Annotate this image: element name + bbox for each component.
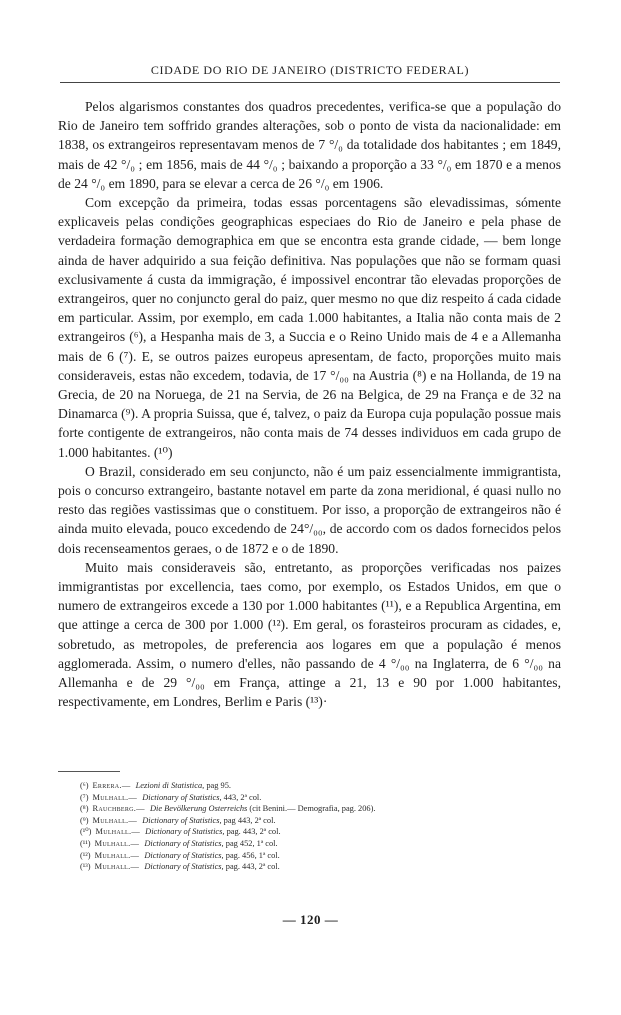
footnote-author: Mulhall.— [92, 792, 138, 802]
footnote-reference: pag 452, 1ª col. [225, 838, 278, 848]
footnote-6 [80, 780, 550, 792]
footnote-12 [80, 850, 550, 862]
footnote-author: Mulhall.— [95, 827, 141, 837]
footnote-number: (⁷) [80, 792, 89, 802]
footnote-rule [58, 771, 120, 772]
footnote-number: (⁶) [80, 781, 89, 790]
paragraph-1: Pelos algarismos constantes dos quadros precedentes, verifica-se que a população do Rio de Janeiro tem soffrido grandes alterações, sob o ponto de vista da nacionalidade: em 1838, os extrangeiros representavam menos de 7 °/₀ da totalidade dos habitantes ; em 1849, mais de 42 °/₀ ; em 1856, mais de 44 °/₀ ; baixando a proporção a 33 °/₀ em 1870 e a menos de 24 °/₀ em 1890, para se elevar a cerca de 26 °/₀ em 1906. [58, 99, 561, 191]
footnote-author: Errera.— [92, 781, 131, 790]
body-text [58, 97, 561, 712]
paragraph-2: Com excepção da primeira, todas essas porcentagens são elevadissimas, sómente explicaveis pelas condições geographicas especiaes do Rio de Janeiro e pela phase de verdadeira formação demographica em que se encontra esta grande cidade, — bem longe ainda de haver adquirido a sua feição definitiva. Nas populações que não se formam quasi exclusivamente á custa da immigração, é impossivel encontrar tão elevadas proporções de extrangeiros, quer no conjuncto geral do paiz, quer mesmo no que diz respeito á cada cidade em particular. Assim, por exemplo, em cada 1.000 habitantes, a Italia não conta mais de 2 extrangeiros (⁶), a Hespanha mais de 3, a Succia e o Reino Unido mais de 4 e a Allemanha mais de 6 (⁷). E, se outros paizes europeus apresentam, de facto, proporções muito mais consideraveis, estas não excedem, todavia, de 17 °/₀₀ na Austria (⁸) e na Hollanda, de 19 na Grecia, de 20 na Noruega, de 21 na Servia, de 26 na Belgica, de 29 na França e de 32 na Dinamarca (⁹). A propria Suissa, que é, talvez, o paiz da Europa cuja população possue mais forte contigente de extrangeiros, não conta mais de 74 desses individuos em cada grupo de 1.000 habitantes. (¹⁰) [58, 195, 561, 460]
footnote-reference: pag. 443, 2ª col. [226, 827, 281, 837]
footnote-reference: (cit Benini.— Demografia, pag. 206). [249, 804, 376, 814]
footnote-number: (¹¹) [80, 838, 91, 848]
footnote-9 [80, 815, 550, 827]
footnote-reference: pag. 456, 1ª col. [225, 850, 280, 860]
footnote-number: (¹²) [80, 850, 91, 860]
footnote-8 [80, 803, 550, 815]
footnote-author: Mulhall.— [94, 862, 140, 872]
footnote-work: Dictionary of Statistics, [145, 827, 225, 837]
footnote-number: (⁹) [80, 815, 89, 825]
footnote-work: Dictionary of Statistics, [144, 850, 224, 860]
running-head: CIDADE DO RIO DE JANEIRO (DISTRICTO FEDERAL) [150, 63, 470, 77]
footnote-number: (¹³) [80, 862, 91, 872]
footnote-reference: 443, 2ª col. [223, 792, 262, 802]
footnote-work: Dictionary of Statistics, [142, 792, 222, 802]
footnote-reference: pag. 443, 2ª col. [225, 862, 280, 872]
footnote-13 [80, 861, 550, 873]
footnote-author: Mulhall.— [92, 815, 138, 825]
footnote-author: Mulhall.— [94, 838, 140, 848]
footnote-work: Dictionary of Statistics, [144, 838, 224, 848]
footnote-work: Dictionary of Statistics, [144, 862, 224, 872]
page-number: — 120 — [282, 912, 339, 927]
paragraph-3: O Brazil, considerado em seu conjuncto, não é um paiz essencialmente immigrantista, pois o concurso extrangeiro, bastante notavel em parte da zona meridional, é quasi nullo no resto das regiões vastissimas que o constituem. Por isso, a proporção de extrangeiros não é ainda muito elevada, pouco excedendo de 24°/₀₀, de accordo com os dados fornecidos pelos dois recenseamentos geraes, o de 1872 e o de 1890. [58, 463, 561, 556]
footnote-author: Mulhall.— [94, 850, 140, 860]
paragraph-4: Muito mais consideraveis são, entretanto, as proporções verificadas nos paizes immigrantistas por excellencia, taes como, por exemplo, os Estados Unidos, em que o numero de extrangeiros excede a 130 por 1.000 habitantes (¹¹), e a Republica Argentina, em que attinge a cerca de 300 por 1.000 (¹²). Em geral, os forasteiros procuram as cidades, e, sobretudo, as metropoles, de preferencia aos logares em que a população é menos agglomerada. Assim, o numero d'elles, não passando de 4 °/₀₀ na Inglaterra, de 6 °/₀₀ na Allemanha e de 29 °/₀₀ em França, attinge a 21, 13 e 90 por 1.000 habitantes, respectivamente, em Londres, Berlim e Paris (¹³)· [58, 559, 561, 710]
footnote-10 [80, 826, 550, 838]
footnote-work: Die Bevölkerung Osterreichs [149, 804, 248, 814]
footnote-reference: pag 95. [206, 781, 231, 790]
footnote-work: Dictionary of Statistics, [142, 815, 222, 825]
footnote-reference: pag 443, 2ª col. [223, 815, 276, 825]
footnote-author: Rauchberg.— [92, 804, 145, 814]
footnote-7 [80, 792, 550, 804]
footnote-11 [80, 838, 550, 850]
footnote-number: (¹⁰) [80, 827, 92, 837]
header-rule [60, 82, 560, 83]
footnote-number: (⁸) [80, 804, 89, 814]
footnotes [80, 780, 550, 873]
footnote-work: Lezioni di Statistica, [135, 781, 205, 790]
